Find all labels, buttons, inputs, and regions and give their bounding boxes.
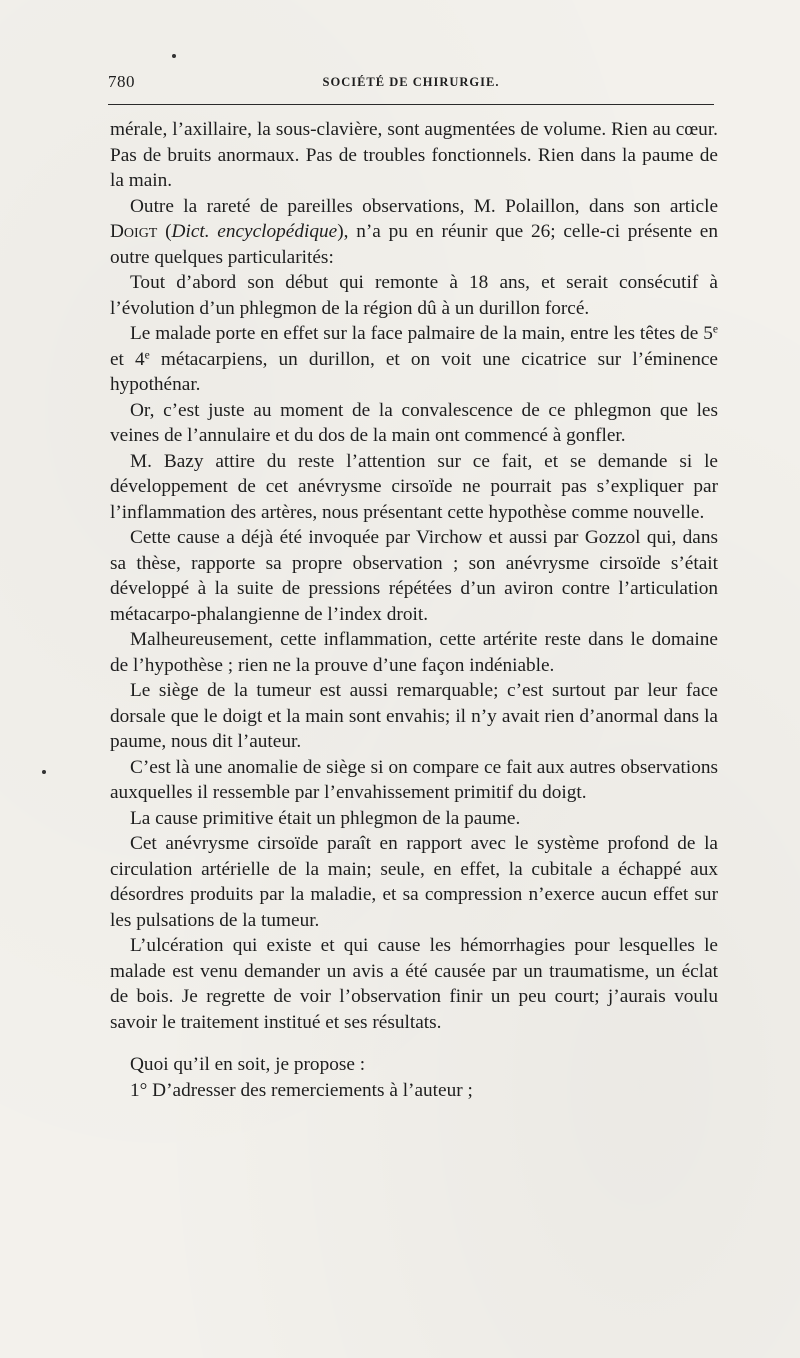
paragraph: Le siège de la tumeur est aussi remarquable; c’est surtout par leur face dorsale que le doigt et la main sont envahis; il n’y avait rien d’anormal dans la paume, nous dit l’auteur. (110, 680, 718, 752)
paragraph: M. Bazy attire du reste l’attention sur ce fait, et se demande si le développement de cet anévrysme cirsoïde ne pourrait pas s’expliquer par l’inflammation des artères, nous présentant cette hypothèse comme nouvelle. (110, 450, 718, 523)
proposal-item: 1° D’adresser des remerciements à l’auteur ; (130, 1079, 473, 1101)
page-header (108, 72, 714, 96)
paragraph: Or, c’est juste au moment de la convalescence de ce phlegmon que les veines de l’annulaire et du dos de la main ont commencé à gonfler. (110, 399, 718, 446)
paragraph: Malheureusement, cette inflammation, cette artérite reste dans le domaine de l’hypothèse ; rien ne la prouve d’une façon indéniable. (110, 629, 718, 676)
paragraph: Cette cause a déjà été invoquée par Virchow et aussi par Gozzol qui, dans sa thèse, rapporte sa propre observation ; son anévrysme cirsoïde s’était développé à la suite de pressions répétées d’un aviron contre l’articulation métacarpo-phalangienne de l’index droit. (110, 527, 718, 625)
running-title: SOCIÉTÉ DE CHIRURGIE. (322, 75, 500, 89)
paragraph-proposal: Quoi qu’il en soit, je propose : (130, 1054, 366, 1075)
paragraph-continued: mérale, l’axillaire, la sous-clavière, sont augmentées de volume. Rien au cœur. Pas de bruits anormaux. Pas de troubles fonctionnels. Rien dans la paume de la main. (110, 119, 718, 191)
header-rule (108, 104, 714, 105)
paragraph: C’est là une anomalie de siège si on compare ce fait aux autres observations auxquelles il ressemble par l’envahissement primitif du doigt. (110, 756, 718, 803)
paragraph: La cause primitive était un phlegmon de la paume. (130, 807, 521, 829)
paragraph: L’ulcération qui existe et qui cause les hémorrhagies pour lesquelles le malade est venu demander un avis a été causée par un traumatisme, un éclat de bois. Je regrette de voir l’observation finir un peu court; j’aurais voulu savoir le traitement institué et ses résultats. (110, 935, 718, 1033)
page-number: 780 (108, 72, 135, 91)
source-title: Dict. encyclopédique (171, 221, 338, 242)
body-text (110, 117, 718, 1103)
paragraph: Cet anévrysme cirsoïde paraît en rapport avec le système profond de la circulation artérielle de la main; seule, en effet, la cubitale a échappé aux désordres produits par la maladie, et sa compression n’exerce aucun effet sur les pulsations de la tumeur. (110, 833, 718, 931)
paragraph: Le malade porte en effet sur la face palmaire de la main, entre les têtes de 5e et 4e métacarpiens, un durillon, et on voit une cicatrice sur l’éminence hypothénar. (110, 322, 718, 395)
paragraph: Outre la rareté de pareilles observations, M. Polaillon, dans son article Doigt (Dict. encyclopédique), n’a pu en réunir que 26; celle-ci présente en outre quelques particularités: (110, 195, 718, 268)
paragraph: Tout d’abord son début qui remonte à 18 ans, et serait consécutif à l’évolution d’un phlegmon de la région dû à un durillon forcé. (110, 272, 718, 319)
article-title: Doigt (110, 221, 158, 242)
ink-speck (42, 770, 46, 774)
ink-speck (172, 54, 176, 58)
